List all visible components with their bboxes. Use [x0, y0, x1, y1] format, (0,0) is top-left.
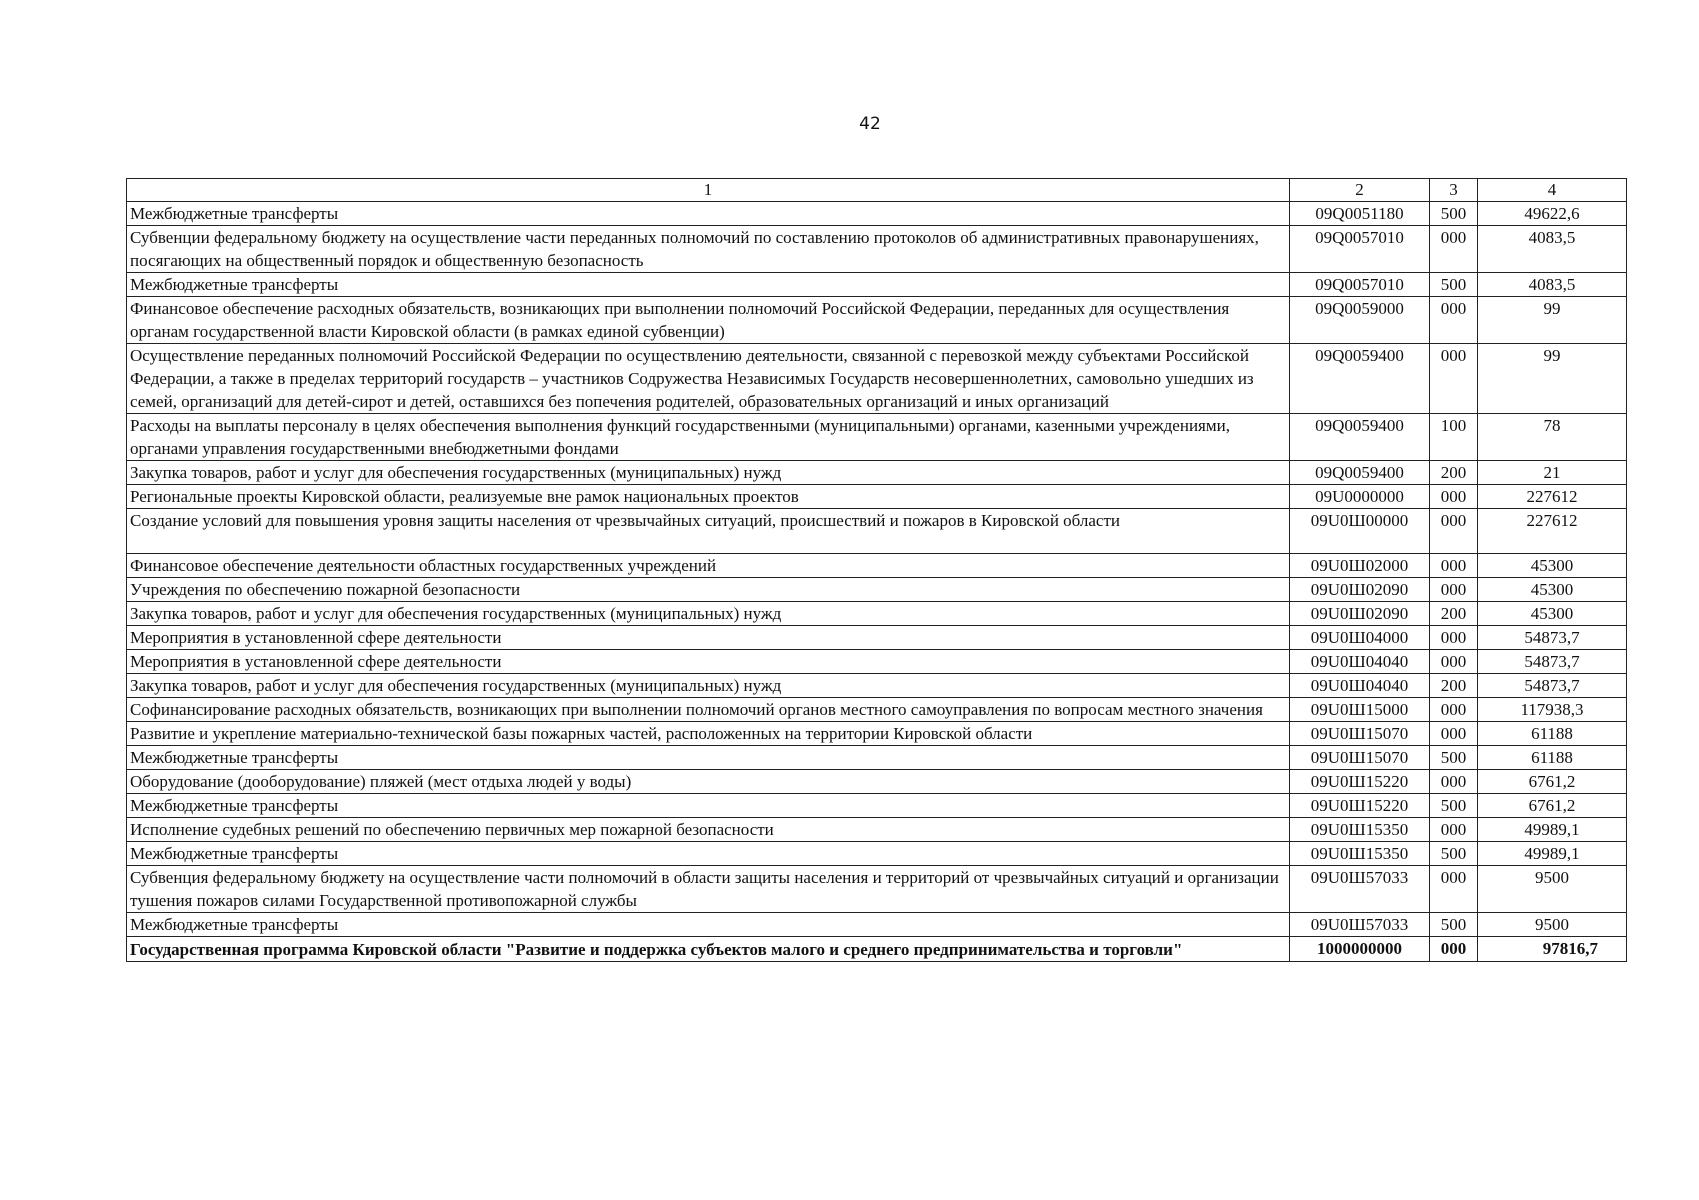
row-description: Закупка товаров, работ и услуг для обеспечения государственных (муниципальных) нужд	[127, 602, 1290, 626]
row-code: 09U0Ш02090	[1290, 602, 1430, 626]
table-row	[127, 226, 1627, 273]
row-description: Межбюджетные трансферты	[127, 794, 1290, 818]
row-code: 09Q0057010	[1290, 226, 1430, 273]
table-row	[127, 297, 1627, 344]
row-code: 09Q0059000	[1290, 297, 1430, 344]
row-code: 09U0Ш04040	[1290, 674, 1430, 698]
row-description: Межбюджетные трансферты	[127, 913, 1290, 937]
row-expense-type: 200	[1430, 674, 1478, 698]
row-code: 09Q0059400	[1290, 414, 1430, 461]
row-amount: 6761,2	[1478, 770, 1627, 794]
row-amount: 54873,7	[1478, 626, 1627, 650]
table-row	[127, 746, 1627, 770]
table-row	[127, 842, 1627, 866]
table-row	[127, 650, 1627, 674]
row-description: Развитие и укрепление материально-технической базы пожарных частей, расположенных на территории Кировской области	[127, 722, 1290, 746]
table-row	[127, 602, 1627, 626]
row-expense-type: 000	[1430, 485, 1478, 509]
row-code: 09U0Ш57033	[1290, 913, 1430, 937]
table-row	[127, 722, 1627, 746]
row-amount: 99	[1478, 344, 1627, 414]
table-body	[127, 179, 1627, 962]
row-expense-type: 000	[1430, 770, 1478, 794]
row-expense-type: 000	[1430, 937, 1478, 962]
row-amount: 78	[1478, 414, 1627, 461]
row-code: 09Q0059400	[1290, 461, 1430, 485]
column-number: 2	[1290, 179, 1430, 202]
row-code: 09U0Ш02090	[1290, 578, 1430, 602]
row-description: Межбюджетные трансферты	[127, 273, 1290, 297]
row-code: 09U0Ш04040	[1290, 650, 1430, 674]
row-description: Учреждения по обеспечению пожарной безопасности	[127, 578, 1290, 602]
row-expense-type: 000	[1430, 818, 1478, 842]
row-description: Мероприятия в установленной сфере деятельности	[127, 650, 1290, 674]
row-amount: 49989,1	[1478, 842, 1627, 866]
row-amount: 9500	[1478, 866, 1627, 913]
table-row	[127, 818, 1627, 842]
table-row	[127, 461, 1627, 485]
row-code: 09U0Ш00000	[1290, 509, 1430, 554]
row-amount: 97816,7	[1478, 937, 1627, 962]
row-description: Региональные проекты Кировской области, реализуемые вне рамок национальных проектов	[127, 485, 1290, 509]
row-expense-type: 500	[1430, 273, 1478, 297]
row-amount: 4083,5	[1478, 226, 1627, 273]
table-row	[127, 866, 1627, 913]
row-code: 1000000000	[1290, 937, 1430, 962]
row-code: 09U0Ш15350	[1290, 818, 1430, 842]
row-expense-type: 000	[1430, 626, 1478, 650]
row-expense-type: 200	[1430, 461, 1478, 485]
table-row	[127, 937, 1627, 962]
row-code: 09U0Ш57033	[1290, 866, 1430, 913]
row-expense-type: 000	[1430, 650, 1478, 674]
row-amount: 49622,6	[1478, 202, 1627, 226]
row-description: Межбюджетные трансферты	[127, 842, 1290, 866]
row-code: 09U0Ш04000	[1290, 626, 1430, 650]
row-code: 09U0000000	[1290, 485, 1430, 509]
row-amount: 227612	[1478, 485, 1627, 509]
row-expense-type: 000	[1430, 578, 1478, 602]
row-amount: 61188	[1478, 722, 1627, 746]
row-expense-type: 000	[1430, 698, 1478, 722]
row-amount: 54873,7	[1478, 674, 1627, 698]
table-row	[127, 509, 1627, 554]
row-code: 09U0Ш02000	[1290, 554, 1430, 578]
table-row	[127, 794, 1627, 818]
row-code: 09U0Ш15350	[1290, 842, 1430, 866]
row-code: 09Q0059400	[1290, 344, 1430, 414]
row-amount: 45300	[1478, 554, 1627, 578]
row-amount: 6761,2	[1478, 794, 1627, 818]
row-code: 09Q0057010	[1290, 273, 1430, 297]
row-description: Исполнение судебных решений по обеспечению первичных мер пожарной безопасности	[127, 818, 1290, 842]
row-amount: 9500	[1478, 913, 1627, 937]
column-number: 4	[1478, 179, 1627, 202]
row-description: Субвенции федеральному бюджету на осуществление части переданных полномочий по составлению протоколов об административных правонарушениях, посягающих на общественный порядок и общественную безопасность	[127, 226, 1290, 273]
row-description: Софинансирование расходных обязательств, возникающих при выполнении полномочий органов местного самоуправления по вопросам местного значения	[127, 698, 1290, 722]
row-expense-type: 000	[1430, 297, 1478, 344]
row-description: Субвенция федеральному бюджету на осуществление части полномочий в области защиты населения и территорий от чрезвычайных ситуаций и организации тушения пожаров силами Государственной противопожарной службы	[127, 866, 1290, 913]
table-row	[127, 273, 1627, 297]
row-code: 09U0Ш15220	[1290, 794, 1430, 818]
table-row	[127, 485, 1627, 509]
row-amount: 117938,3	[1478, 698, 1627, 722]
row-amount: 49989,1	[1478, 818, 1627, 842]
row-expense-type: 000	[1430, 866, 1478, 913]
row-amount: 45300	[1478, 578, 1627, 602]
table-row	[127, 344, 1627, 414]
row-description: Мероприятия в установленной сфере деятельности	[127, 626, 1290, 650]
row-expense-type: 000	[1430, 344, 1478, 414]
row-description: Финансовое обеспечение деятельности областных государственных учреждений	[127, 554, 1290, 578]
column-number-row	[127, 179, 1627, 202]
table-row	[127, 674, 1627, 698]
row-description: Финансовое обеспечение расходных обязательств, возникающих при выполнении полномочий Российской Федерации, переданных для осуществления органам государственной власти Кировской области (в рамках единой субвенции)	[127, 297, 1290, 344]
row-code: 09Q0051180	[1290, 202, 1430, 226]
row-amount: 4083,5	[1478, 273, 1627, 297]
page-number: 42	[859, 114, 881, 134]
row-expense-type: 000	[1430, 554, 1478, 578]
row-description: Закупка товаров, работ и услуг для обеспечения государственных (муниципальных) нужд	[127, 461, 1290, 485]
row-expense-type: 000	[1430, 226, 1478, 273]
row-code: 09U0Ш15070	[1290, 722, 1430, 746]
row-code: 09U0Ш15220	[1290, 770, 1430, 794]
row-expense-type: 500	[1430, 202, 1478, 226]
row-description: Закупка товаров, работ и услуг для обеспечения государственных (муниципальных) нужд	[127, 674, 1290, 698]
table-row	[127, 578, 1627, 602]
row-expense-type: 500	[1430, 746, 1478, 770]
row-description: Расходы на выплаты персоналу в целях обеспечения выполнения функций государственными (муниципальными) органами, казенными учреждениями, органами управления государственными внебюджетными фондами	[127, 414, 1290, 461]
row-expense-type: 500	[1430, 842, 1478, 866]
row-code: 09U0Ш15000	[1290, 698, 1430, 722]
row-amount: 54873,7	[1478, 650, 1627, 674]
table-row	[127, 202, 1627, 226]
row-expense-type: 100	[1430, 414, 1478, 461]
table-row	[127, 698, 1627, 722]
row-expense-type: 000	[1430, 509, 1478, 554]
row-description: Осуществление переданных полномочий Российской Федерации по осуществлению деятельности, связанной с перевозкой между субъектами Российской Федерации, а также в пределах территорий государств – участников Содружества Независимых Государств несовершеннолетних, самовольно ушедших из семей, организаций для детей-сирот и детей, оставшихся без попечения родителей, образовательных организаций и иных организаций	[127, 344, 1290, 414]
row-description: Оборудование (дооборудование) пляжей (мест отдыха людей у воды)	[127, 770, 1290, 794]
column-number: 1	[127, 179, 1290, 202]
row-expense-type: 000	[1430, 722, 1478, 746]
row-amount: 45300	[1478, 602, 1627, 626]
row-expense-type: 500	[1430, 913, 1478, 937]
table-row	[127, 770, 1627, 794]
row-description: Создание условий для повышения уровня защиты населения от чрезвычайных ситуаций, происшествий и пожаров в Кировской области	[127, 509, 1290, 554]
row-amount: 21	[1478, 461, 1627, 485]
column-number: 3	[1430, 179, 1478, 202]
row-description: Межбюджетные трансферты	[127, 746, 1290, 770]
table-row	[127, 554, 1627, 578]
row-expense-type: 200	[1430, 602, 1478, 626]
row-expense-type: 500	[1430, 794, 1478, 818]
row-code: 09U0Ш15070	[1290, 746, 1430, 770]
row-amount: 99	[1478, 297, 1627, 344]
table-row	[127, 414, 1627, 461]
row-description: Государственная программа Кировской области "Развитие и поддержка субъектов малого и среднего предпринимательства и торговли"	[127, 937, 1290, 962]
row-amount: 61188	[1478, 746, 1627, 770]
table-row	[127, 626, 1627, 650]
budget-table	[126, 178, 1627, 962]
row-description: Межбюджетные трансферты	[127, 202, 1290, 226]
row-amount: 227612	[1478, 509, 1627, 554]
table-row	[127, 913, 1627, 937]
